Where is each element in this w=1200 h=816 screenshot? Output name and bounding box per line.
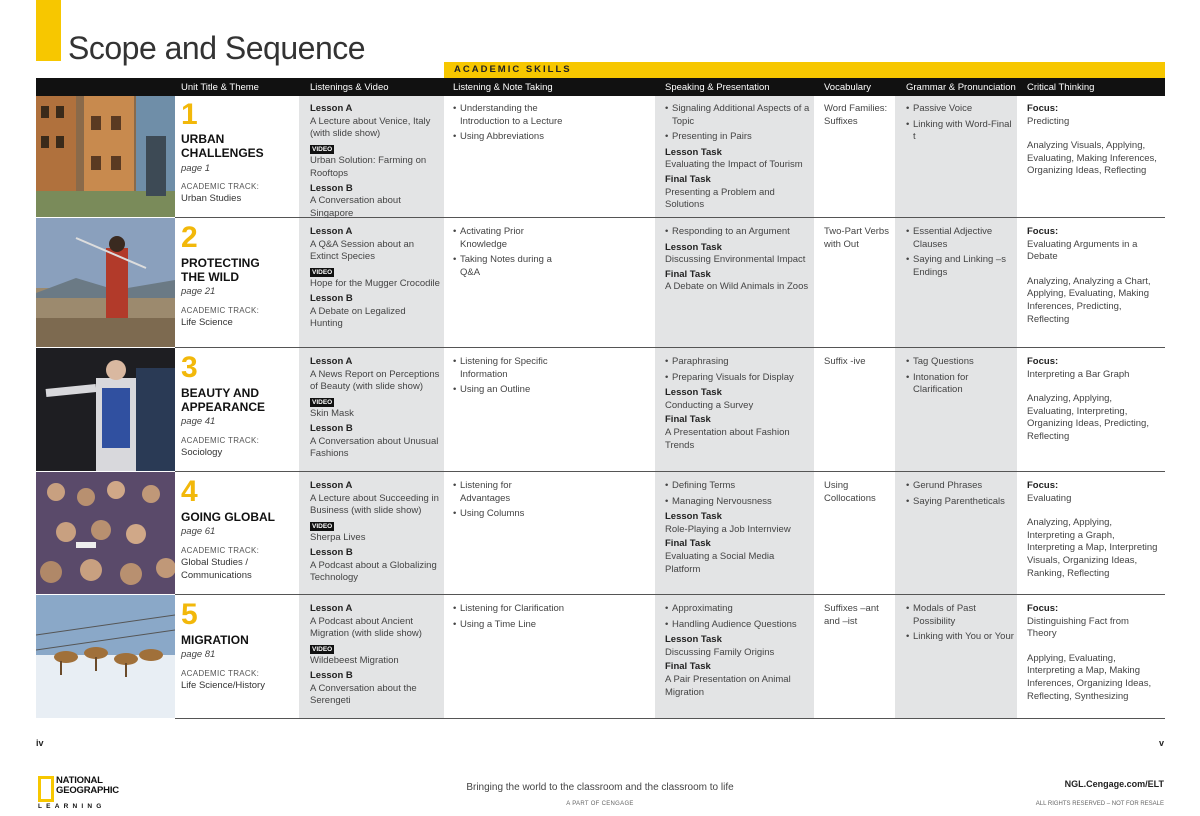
- focus-value: Predicting: [1027, 115, 1070, 127]
- list-item: • Linking with You or Your: [906, 631, 1014, 643]
- focus-label: Focus:: [1027, 226, 1059, 237]
- grammar-cell: [906, 603, 1014, 647]
- lesson-b-label: Lesson B: [310, 292, 353, 304]
- list-item: • Linking with Word-Final t: [906, 118, 1012, 143]
- final-task-label: Final Task: [665, 414, 711, 426]
- video-badge: VIDEO: [312, 268, 333, 276]
- lesson-a-title: A Lecture about Succeeding in Business (with slide show): [310, 492, 439, 517]
- speaking-cell: [665, 480, 810, 578]
- row-divider: [175, 594, 1165, 595]
- vocabulary-cell: Using Collocations: [824, 480, 876, 504]
- list-item: • Responding to an Argument: [665, 226, 790, 237]
- list-item: • Saying and Linking –s Endings: [906, 254, 1006, 278]
- video-badge: VIDEO: [312, 398, 333, 406]
- list-item: • Passive Voice: [906, 103, 973, 114]
- lesson-task-label: Lesson Task: [665, 241, 722, 253]
- critical-thinking-cell: [1027, 103, 1159, 180]
- unit-title-line: URBAN: [181, 132, 225, 146]
- critical-thinking-cell: [1027, 356, 1159, 446]
- unit-title: [181, 387, 265, 414]
- footer-part-of: A PART OF CENGAGE: [566, 801, 634, 807]
- grammar-cell: [906, 480, 1014, 511]
- unit-1-photo: [36, 96, 175, 217]
- speaking-cell: [665, 603, 810, 701]
- list-item: • Understanding the Introduction to a Lecture: [453, 103, 563, 127]
- unit-title: [181, 257, 260, 284]
- grammar-cell: [906, 226, 1014, 282]
- column-header-unit: Unit Title & Theme: [181, 82, 259, 93]
- row-divider: [175, 347, 1165, 348]
- row-divider: [175, 471, 1165, 472]
- focus-value: Interpreting a Bar Graph: [1027, 368, 1130, 380]
- list-item: • Paraphrasing: [665, 356, 729, 367]
- speaking-cell: [665, 356, 810, 454]
- column-header-grammar: Grammar & Pronunciation: [906, 82, 1016, 93]
- unit-number: 2: [181, 221, 198, 254]
- lesson-a-title: A Podcast about Ancient Migration (with slide show): [310, 615, 422, 640]
- note-taking-cell: [453, 103, 578, 147]
- academic-skills-label: ACADEMIC SKILLS: [454, 64, 572, 75]
- final-task: A Debate on Wild Animals in Zoos: [665, 281, 809, 293]
- vocabulary-cell: Two-Part Verbs with Out: [824, 226, 889, 250]
- list-item: • Using Columns: [453, 508, 525, 520]
- focus-value: Evaluating Arguments in a Debate: [1027, 238, 1138, 263]
- list-item: • Preparing Visuals for Display: [665, 371, 794, 383]
- unit-number: 3: [181, 351, 198, 384]
- academic-skills-bar: [444, 62, 1165, 78]
- column-header-speaking: Speaking & Presentation: [665, 82, 770, 93]
- note-taking-cell: [453, 603, 578, 634]
- lesson-b-label: Lesson B: [310, 669, 353, 681]
- critical-skills: Analyzing, Applying, Interpreting a Graph, Interpreting a Map, Interpreting Visuals, Organizing Ideas, Ranking, Reflecting: [1027, 517, 1158, 579]
- unit-page: page 21: [181, 286, 216, 297]
- grammar-cell: [906, 356, 1014, 400]
- lesson-b-title: A Podcast about a Globalizing Technology: [310, 559, 437, 584]
- critical-thinking-cell: [1027, 226, 1159, 328]
- lesson-b-label: Lesson B: [310, 182, 353, 194]
- list-item: • Taking Notes during a Q&A: [453, 254, 552, 278]
- video-title: Skin Mask: [310, 408, 354, 420]
- lesson-task: Role-Playing a Job Internview: [665, 523, 791, 535]
- lesson-task: Conducting a Survey: [665, 399, 754, 411]
- lesson-a-label: Lesson A: [310, 356, 353, 367]
- list-item: • Using Abbreviations: [453, 131, 544, 143]
- final-task-label: Final Task: [665, 268, 711, 280]
- unit-3-photo: [36, 348, 175, 471]
- lesson-a-label: Lesson A: [310, 603, 353, 614]
- academic-track: Life Science/History: [181, 680, 265, 691]
- page-number-right: v: [1158, 738, 1164, 748]
- unit-title-line: BEAUTY AND: [181, 386, 260, 400]
- final-task-label: Final Task: [665, 173, 711, 185]
- academic-track: Urban Studies: [181, 193, 242, 204]
- lesson-task: Discussing Family Origins: [665, 646, 775, 658]
- list-item: • Signaling Additional Aspects of a Topic: [665, 103, 810, 127]
- column-header-note-taking: Listening & Note Taking: [453, 82, 553, 93]
- list-item: • Using a Time Line: [453, 618, 537, 630]
- academic-track-label: ACADEMIC TRACK:: [181, 306, 260, 315]
- vocabulary-cell: Suffixes –ant and –ist: [824, 603, 879, 627]
- lesson-task-label: Lesson Task: [665, 387, 722, 399]
- row-divider: [175, 718, 1165, 719]
- final-task-label: Final Task: [665, 538, 711, 550]
- academic-track: Life Science: [181, 317, 233, 328]
- critical-skills: Analyzing, Analyzing a Chart, Applying, Evaluating, Making Inferences, Predicting, Reflecting: [1027, 275, 1151, 325]
- lesson-a-label: Lesson A: [310, 480, 353, 491]
- final-task-label: Final Task: [665, 661, 711, 673]
- list-item: • Intonation for Clarification: [906, 371, 969, 396]
- unit-2-photo: [36, 218, 175, 347]
- focus-label: Focus:: [1027, 603, 1059, 614]
- list-item: • Saying Parentheticals: [906, 495, 1005, 507]
- video-title: Urban Solution: Farming on Rooftops: [310, 155, 427, 179]
- list-item: • Defining Terms: [665, 480, 736, 491]
- video-badge: VIDEO: [312, 645, 333, 653]
- video-badge: VIDEO: [312, 522, 333, 530]
- critical-skills: Analyzing Visuals, Applying, Evaluating, Making Inferences, Organizing Ideas, Reflecting: [1027, 140, 1157, 177]
- speaking-cell: [665, 103, 810, 214]
- final-task: A Presentation about Fashion Trends: [665, 426, 790, 451]
- list-item: • Tag Questions: [906, 356, 974, 367]
- footer-url[interactable]: NGL.Cengage.com/ELT: [1064, 779, 1164, 789]
- footer-tagline: Bringing the world to the classroom and the classroom to life: [466, 782, 734, 793]
- focus-value: Evaluating: [1027, 492, 1072, 504]
- list-item: • Listening for Clarification: [453, 603, 565, 614]
- list-item: • Listening for Specific Information: [453, 356, 548, 380]
- page-number-left: iv: [36, 738, 44, 748]
- academic-track: Sociology: [181, 447, 223, 458]
- lesson-task: Evaluating the Impact of Tourism: [665, 159, 803, 171]
- note-taking-cell: [453, 356, 553, 400]
- lesson-task-label: Lesson Task: [665, 146, 722, 158]
- academic-track-label: ACADEMIC TRACK:: [181, 669, 260, 678]
- unit-title: [181, 634, 249, 648]
- lesson-a-title: A Q&A Session about an Extinct Species: [310, 238, 415, 263]
- unit-number: 5: [181, 598, 198, 631]
- final-task: Presenting a Problem and Solutions: [665, 186, 775, 211]
- logo-line: GEOGRAPHIC: [56, 785, 119, 796]
- column-header-listenings: Listenings & Video: [310, 82, 389, 93]
- critical-skills: Applying, Evaluating, Interpreting a Map, Making Inferences, Organizing Ideas, Reflecting, Synthesizing: [1027, 652, 1152, 702]
- list-item: • Essential Adjective Clauses: [906, 226, 993, 250]
- unit-4-photo: [36, 472, 175, 594]
- column-header-vocabulary: Vocabulary: [824, 82, 872, 93]
- lesson-b-title: A Conversation about Unusual Fashions: [310, 435, 439, 460]
- unit-page: page 81: [181, 649, 216, 660]
- unit-title-line: THE WILD: [181, 269, 239, 284]
- grammar-cell: [906, 103, 1014, 147]
- unit-title-line: APPEARANCE: [181, 399, 266, 414]
- unit-title-line: MIGRATION: [181, 633, 249, 647]
- focus-label: Focus:: [1027, 480, 1059, 491]
- critical-thinking-cell: [1027, 603, 1159, 705]
- video-title: Wildebeest Migration: [310, 655, 399, 667]
- video-badge: VIDEO: [312, 145, 333, 153]
- lesson-a-title: A News Report on Perceptions of Beauty (with slide show): [310, 368, 440, 393]
- column-header-critical: Critical Thinking: [1027, 82, 1095, 93]
- vocabulary-cell: Suffix -ive: [824, 356, 866, 367]
- lesson-a-title: A Lecture about Venice, Italy (with slide show): [310, 115, 431, 140]
- academic-track: Global Studies / Communications: [181, 557, 252, 581]
- page-title: Scope and Sequence: [68, 30, 366, 66]
- academic-track-label: ACADEMIC TRACK:: [181, 436, 260, 445]
- list-item: • Activating Prior Knowledge: [453, 226, 524, 250]
- unit-5-photo: [36, 595, 175, 718]
- list-item: • Listening for Advantages: [453, 480, 512, 504]
- lesson-b-label: Lesson B: [310, 546, 353, 558]
- note-taking-cell: [453, 226, 553, 282]
- final-task: A Pair Presentation on Animal Migration: [665, 673, 791, 698]
- critical-thinking-cell: [1027, 480, 1159, 582]
- final-task: Evaluating a Social Media Platform: [665, 550, 775, 575]
- footer-rights: ALL RIGHTS RESERVED – NOT FOR RESALE: [1035, 801, 1164, 807]
- unit-title-line: CHALLENGES: [181, 145, 264, 160]
- list-item: • Gerund Phrases: [906, 480, 983, 491]
- list-item: • Using an Outline: [453, 384, 531, 396]
- lesson-a-label: Lesson A: [310, 226, 353, 237]
- vocabulary-cell: Word Families: Suffixes: [824, 103, 888, 127]
- academic-track-label: ACADEMIC TRACK:: [181, 182, 260, 191]
- unit-number: 1: [181, 98, 198, 131]
- accent-tab: [36, 0, 61, 61]
- lesson-task: Discussing Environmental Impact: [665, 254, 806, 266]
- critical-skills: Analyzing, Applying, Evaluating, Interpreting, Organizing Ideas, Predicting, Reflecting: [1027, 393, 1149, 442]
- video-title: Sherpa Lives: [310, 532, 366, 544]
- academic-track-label: ACADEMIC TRACK:: [181, 546, 260, 555]
- logo-line: NATIONAL: [56, 775, 103, 786]
- listenings-cell: [310, 226, 440, 333]
- listenings-cell: [310, 356, 440, 463]
- lesson-b-title: A Debate on Legalized Hunting: [310, 305, 406, 330]
- unit-title: [181, 511, 275, 525]
- focus-value: Distinguishing Fact from Theory: [1027, 615, 1129, 640]
- listenings-cell: [310, 603, 440, 710]
- speaking-cell: [665, 226, 810, 296]
- focus-label: Focus:: [1027, 103, 1059, 114]
- unit-number: 4: [181, 475, 198, 508]
- list-item: • Approximating: [665, 603, 733, 614]
- listenings-cell: [310, 480, 440, 587]
- list-item: • Modals of Past Possibility: [906, 603, 976, 627]
- logo-sub: LEARNING: [38, 803, 106, 810]
- lesson-a-label: Lesson A: [310, 103, 353, 114]
- lesson-task-label: Lesson Task: [665, 634, 722, 646]
- unit-title-line: PROTECTING: [181, 256, 260, 270]
- unit-page: page 61: [181, 526, 216, 537]
- lesson-b-title: A Conversation about the Serengeti: [310, 682, 417, 707]
- note-taking-cell: [453, 480, 533, 524]
- lesson-task-label: Lesson Task: [665, 511, 722, 523]
- list-item: • Managing Nervousness: [665, 495, 772, 507]
- unit-title: [181, 133, 264, 160]
- lesson-b-label: Lesson B: [310, 422, 353, 434]
- video-title: Hope for the Mugger Crocodile: [310, 278, 440, 290]
- lesson-b-title: A Conversation about Singapore: [310, 195, 401, 219]
- unit-page: page 1: [181, 163, 211, 174]
- listenings-cell: [310, 103, 440, 222]
- focus-label: Focus:: [1027, 356, 1059, 367]
- list-item: • Handling Audience Questions: [665, 618, 797, 630]
- unit-page: page 41: [181, 416, 216, 427]
- unit-title-line: GOING GLOBAL: [181, 510, 275, 524]
- list-item: • Presenting in Pairs: [665, 131, 752, 143]
